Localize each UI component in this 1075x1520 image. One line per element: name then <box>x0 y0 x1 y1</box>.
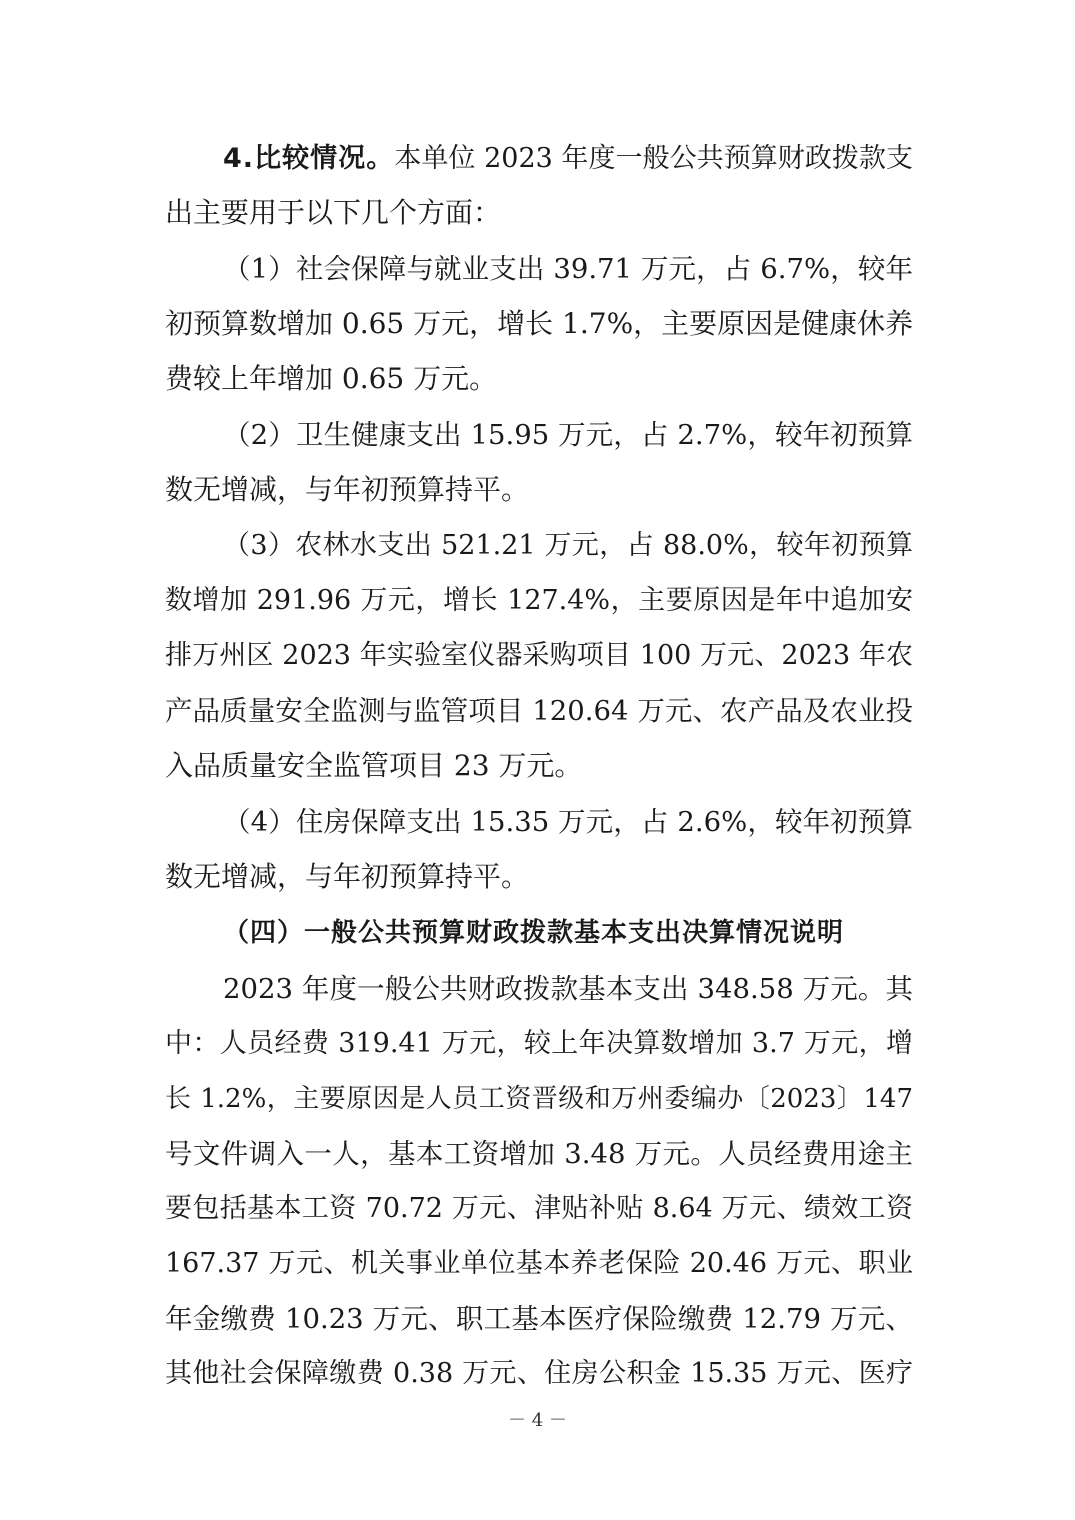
para6-line7: 年金缴费 10.23 万元、职工基本医疗保险缴费 12.79 万元、 <box>165 1303 913 1335</box>
para4-line1: （3）农林水支出 521.21 万元，占 88.0%，较年初预算 <box>223 530 913 561</box>
page-number: － 4 － <box>508 1410 567 1431</box>
para6-line6: 167.37 万元、机关事业单位基本养老保险 20.46 万元、职业 <box>165 1248 913 1279</box>
para1-line2: 出主要用于以下几个方面： <box>165 196 502 229</box>
section-heading: （四）一般公共预算财政拨款基本支出决算情况说明 <box>223 918 845 948</box>
para4-line3: 排万州区 2023 年实验室仪器采购项目 100 万元、2023 年农 <box>165 640 913 671</box>
para1-line1 <box>223 132 913 186</box>
para2-line2: 初预算数增加 0.65 万元，增长 1.7%，主要原因是健康休养 <box>165 307 914 340</box>
para6-line4: 号文件调入一人，基本工资增加 3.48 万元。人员经费用途主 <box>165 1138 913 1170</box>
para1-lead: 4.比较情况。 <box>223 143 395 174</box>
para3-line1: （2）卫生健康支出 15.95 万元，占 2.7%，较年初预算 <box>223 419 913 451</box>
para5-line1: （4）住房保障支出 15.35 万元，占 2.6%，较年初预算 <box>223 806 913 838</box>
para2-line3: 费较上年增加 0.65 万元。 <box>165 362 498 395</box>
para3-line2: 数无增减，与年初预算持平。 <box>165 473 530 506</box>
para6-line1: 2023 年度一般公共财政拨款基本支出 348.58 万元。其 <box>223 973 913 1005</box>
para6-line8: 其他社会保障缴费 0.38 万元、住房公积金 15.35 万元、医疗 <box>165 1358 913 1389</box>
para6-line3: 长 1.2%，主要原因是人员工资晋级和万州委编办〔2023〕147 <box>165 1084 913 1114</box>
para4-line5: 入品质量安全监管项目 23 万元。 <box>165 749 583 782</box>
para6-line2: 中：人员经费 319.41 万元，较上年决算数增加 3.7 万元，增 <box>165 1028 913 1059</box>
para6-line5: 要包括基本工资 70.72 万元、津贴补贴 8.64 万元、绩效工资 <box>165 1193 913 1224</box>
para2-line1: （1）社会保障与就业支出 39.71 万元，占 6.7%，较年 <box>223 253 913 285</box>
para5-line2: 数无增减，与年初预算持平。 <box>165 860 530 893</box>
para4-line2: 数增加 291.96 万元，增长 127.4%，主要原因是年中追加安 <box>165 585 913 616</box>
para1-line1-text: 本单位 2023 年度一般公共预算财政拨款支 <box>394 143 913 174</box>
para4-line4: 产品质量安全监测与监管项目 120.64 万元、农产品及农业投 <box>165 695 913 727</box>
